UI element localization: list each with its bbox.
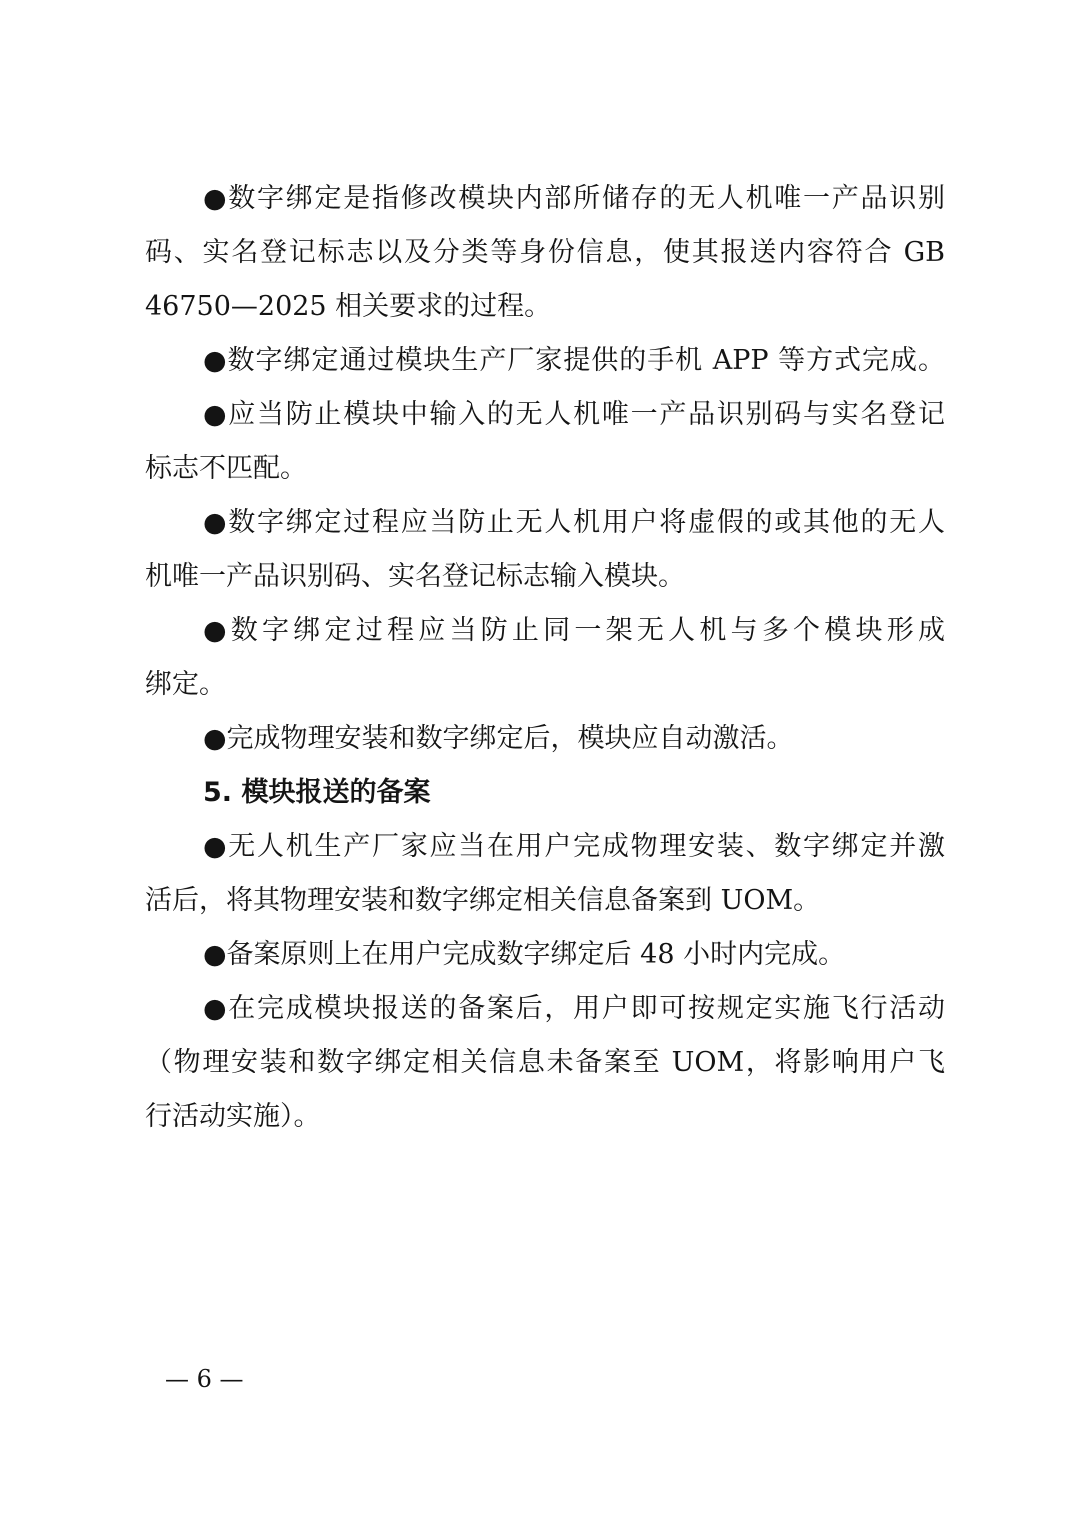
paragraph-line bbox=[145, 658, 545, 712]
line-text: ●数字绑定过程应当防止同一架无人机与多个模块形成 bbox=[203, 615, 945, 646]
line-text: ●应当防止模块中输入的无人机唯一产品识别码与实名登记 bbox=[203, 399, 945, 430]
line-text: 活后，将其物理安装和数字绑定相关信息备案到 UOM。 bbox=[145, 885, 821, 916]
line-text: ●无人机生产厂家应当在用户完成物理安装、数字绑定并激 bbox=[203, 831, 945, 862]
line-text: ●完成物理安装和数字绑定后，模块应自动激活。 bbox=[203, 723, 794, 754]
paragraph-line bbox=[145, 226, 945, 280]
line-text: ●备案原则上在用户完成数字绑定后 48 小时内完成。 bbox=[203, 939, 846, 970]
paragraph-line bbox=[203, 388, 945, 442]
paragraph-line bbox=[203, 334, 945, 388]
paragraph-line bbox=[203, 604, 945, 658]
line-text: ●数字绑定通过模块生产厂家提供的手机 APP 等方式完成。 bbox=[203, 345, 945, 376]
paragraph-line bbox=[203, 712, 945, 766]
line-text: （物理安装和数字绑定相关信息未备案至 UOM，将影响用户飞 bbox=[145, 1047, 945, 1078]
paragraph-line bbox=[145, 874, 945, 928]
paragraph-line bbox=[203, 496, 945, 550]
line-text: 绑定。 bbox=[145, 669, 226, 700]
line-text: ●在完成模块报送的备案后，用户即可按规定实施飞行活动 bbox=[203, 993, 945, 1024]
paragraph-line bbox=[203, 928, 945, 982]
heading-text: 5. 模块报送的备案 bbox=[203, 777, 431, 808]
line-text: 46750—2025 相关要求的过程。 bbox=[145, 291, 552, 322]
paragraph-line bbox=[203, 820, 945, 874]
line-text: ●数字绑定是指修改模块内部所储存的无人机唯一产品识别 bbox=[203, 183, 945, 214]
page-number: — 6 — bbox=[165, 1365, 244, 1393]
paragraph-line bbox=[145, 442, 545, 496]
paragraph-line bbox=[145, 280, 552, 334]
line-text: ●数字绑定过程应当防止无人机用户将虚假的或其他的无人 bbox=[203, 507, 945, 538]
paragraph-line bbox=[145, 1090, 545, 1144]
paragraph-line bbox=[145, 550, 745, 604]
paragraph-line bbox=[203, 982, 945, 1036]
line-text: 码、实名登记标志以及分类等身份信息，使其报送内容符合 GB bbox=[145, 237, 945, 268]
line-text: 行活动实施）。 bbox=[145, 1101, 321, 1132]
line-text: 机唯一产品识别码、实名登记标志输入模块。 bbox=[145, 561, 685, 592]
paragraph-line bbox=[145, 1036, 945, 1090]
line-text: 标志不匹配。 bbox=[145, 453, 307, 484]
paragraph-line bbox=[203, 172, 945, 226]
section-heading bbox=[203, 766, 703, 820]
